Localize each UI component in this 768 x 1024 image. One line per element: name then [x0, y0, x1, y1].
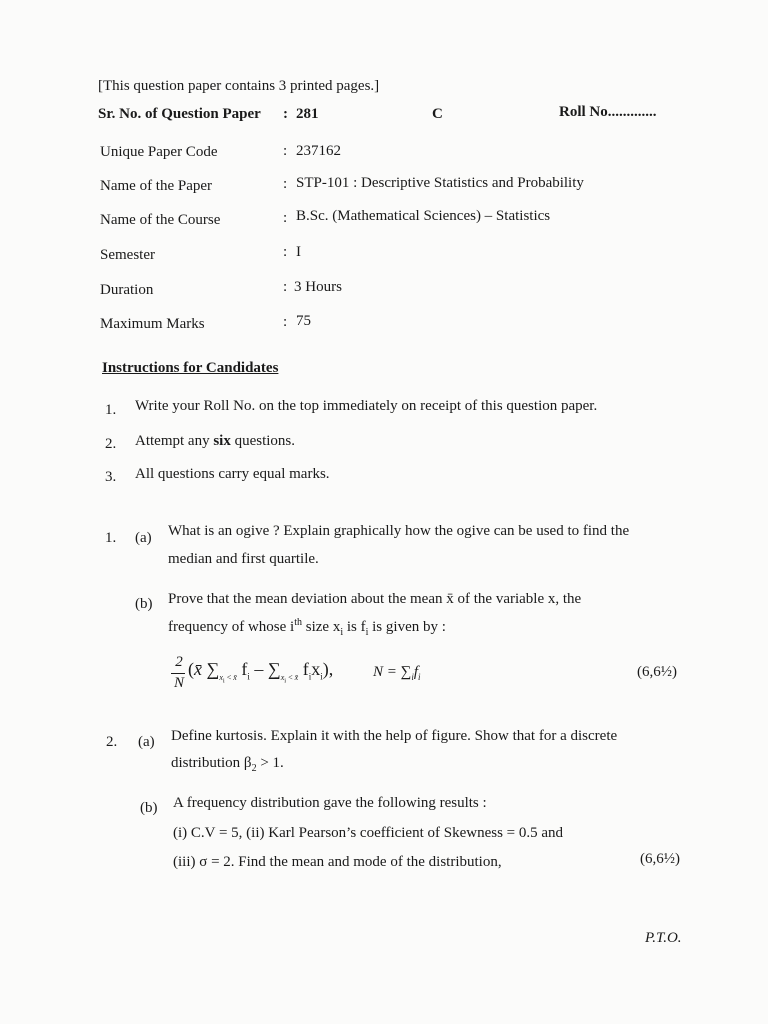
- detail-value: 75: [296, 313, 311, 329]
- instruction-text: Write your Roll No. on the top immediately on receipt of this question paper.: [135, 398, 598, 414]
- instruction-number: 1.: [105, 402, 117, 418]
- sr-no-colon: :: [283, 106, 288, 122]
- instructions-heading: Instructions for Candidates: [102, 360, 279, 376]
- detail-label: Unique Paper Code: [100, 144, 218, 160]
- pto-note: P.T.O.: [645, 930, 682, 946]
- detail-label: Name of the Paper: [100, 178, 213, 194]
- roll-no-field: Roll No.............: [559, 104, 657, 120]
- question-number: 2.: [106, 734, 118, 750]
- formula-n: $N = \sum_if_i$: [373, 664, 421, 682]
- detail-colon: :: [283, 210, 288, 226]
- question-text: frequency of whose $i^{th}$ size $x_i$ is $f_i$ is given by :: [168, 617, 446, 638]
- detail-value: 3 Hours: [294, 279, 342, 295]
- subpart-label: (b): [140, 800, 158, 816]
- detail-label: Name of the Course: [100, 212, 221, 228]
- detail-colon: :: [283, 176, 288, 192]
- detail-label: Semester: [100, 247, 155, 263]
- question-number: 1.: [105, 530, 117, 546]
- question-text: A frequency distribution gave the following results :: [173, 795, 487, 811]
- sr-no-label: Sr. No. of Question Paper: [98, 106, 261, 122]
- question-text: Prove that the mean deviation about the mean x̄ of the variable x, the: [168, 591, 582, 607]
- instruction-text: All questions carry equal marks.: [135, 466, 330, 482]
- paper-set-letter: C: [432, 106, 443, 122]
- page-count-note: [This question paper contains 3 printed pages.]: [98, 78, 380, 94]
- detail-value: I: [296, 244, 301, 260]
- detail-colon: :: [283, 279, 288, 295]
- question-text: (i) C.V = 5, (ii) Karl Pearson’s coefficient of Skewness = 0.5 and: [173, 825, 564, 841]
- detail-colon: :: [283, 143, 288, 159]
- marks: (6,6½): [640, 851, 680, 867]
- question-text: distribution $\beta_2 > 1$.: [171, 755, 284, 774]
- detail-value: STP-101 : Descriptive Statistics and Probability: [296, 175, 584, 191]
- subpart-label: (a): [138, 734, 155, 750]
- formula-denominator: N: [173, 675, 184, 691]
- formula-body: (x̄ $\sum_{x_i < x̄}$ $f_i - \sum_{x_i < x̄}$ $f_ix_i$),: [188, 659, 334, 685]
- sr-no-value: 281: [296, 106, 319, 122]
- question-text: What is an ogive ? Explain graphically how the ogive can be used to find the: [168, 523, 630, 539]
- question-text: Define kurtosis. Explain it with the help of figure. Show that for a discrete: [171, 728, 618, 744]
- instruction-number: 3.: [105, 469, 117, 485]
- instruction-text: Attempt any six questions.: [135, 433, 296, 449]
- marks: (6,6½): [637, 664, 677, 680]
- subpart-label: (b): [135, 596, 153, 612]
- detail-label: Maximum Marks: [100, 316, 205, 332]
- formula-numerator: 2: [175, 654, 183, 670]
- question-text: median and first quartile.: [168, 551, 319, 567]
- question-text: (iii) σ = 2. Find the mean and mode of the distribution,: [173, 854, 502, 870]
- detail-label: Duration: [100, 282, 154, 298]
- detail-value: B.Sc. (Mathematical Sciences) – Statistics: [296, 208, 551, 224]
- detail-value: 237162: [296, 143, 341, 159]
- fraction-bar: [171, 673, 185, 674]
- subpart-label: (a): [135, 530, 152, 546]
- detail-colon: :: [283, 314, 288, 330]
- detail-colon: :: [283, 244, 288, 260]
- instruction-number: 2.: [105, 436, 117, 452]
